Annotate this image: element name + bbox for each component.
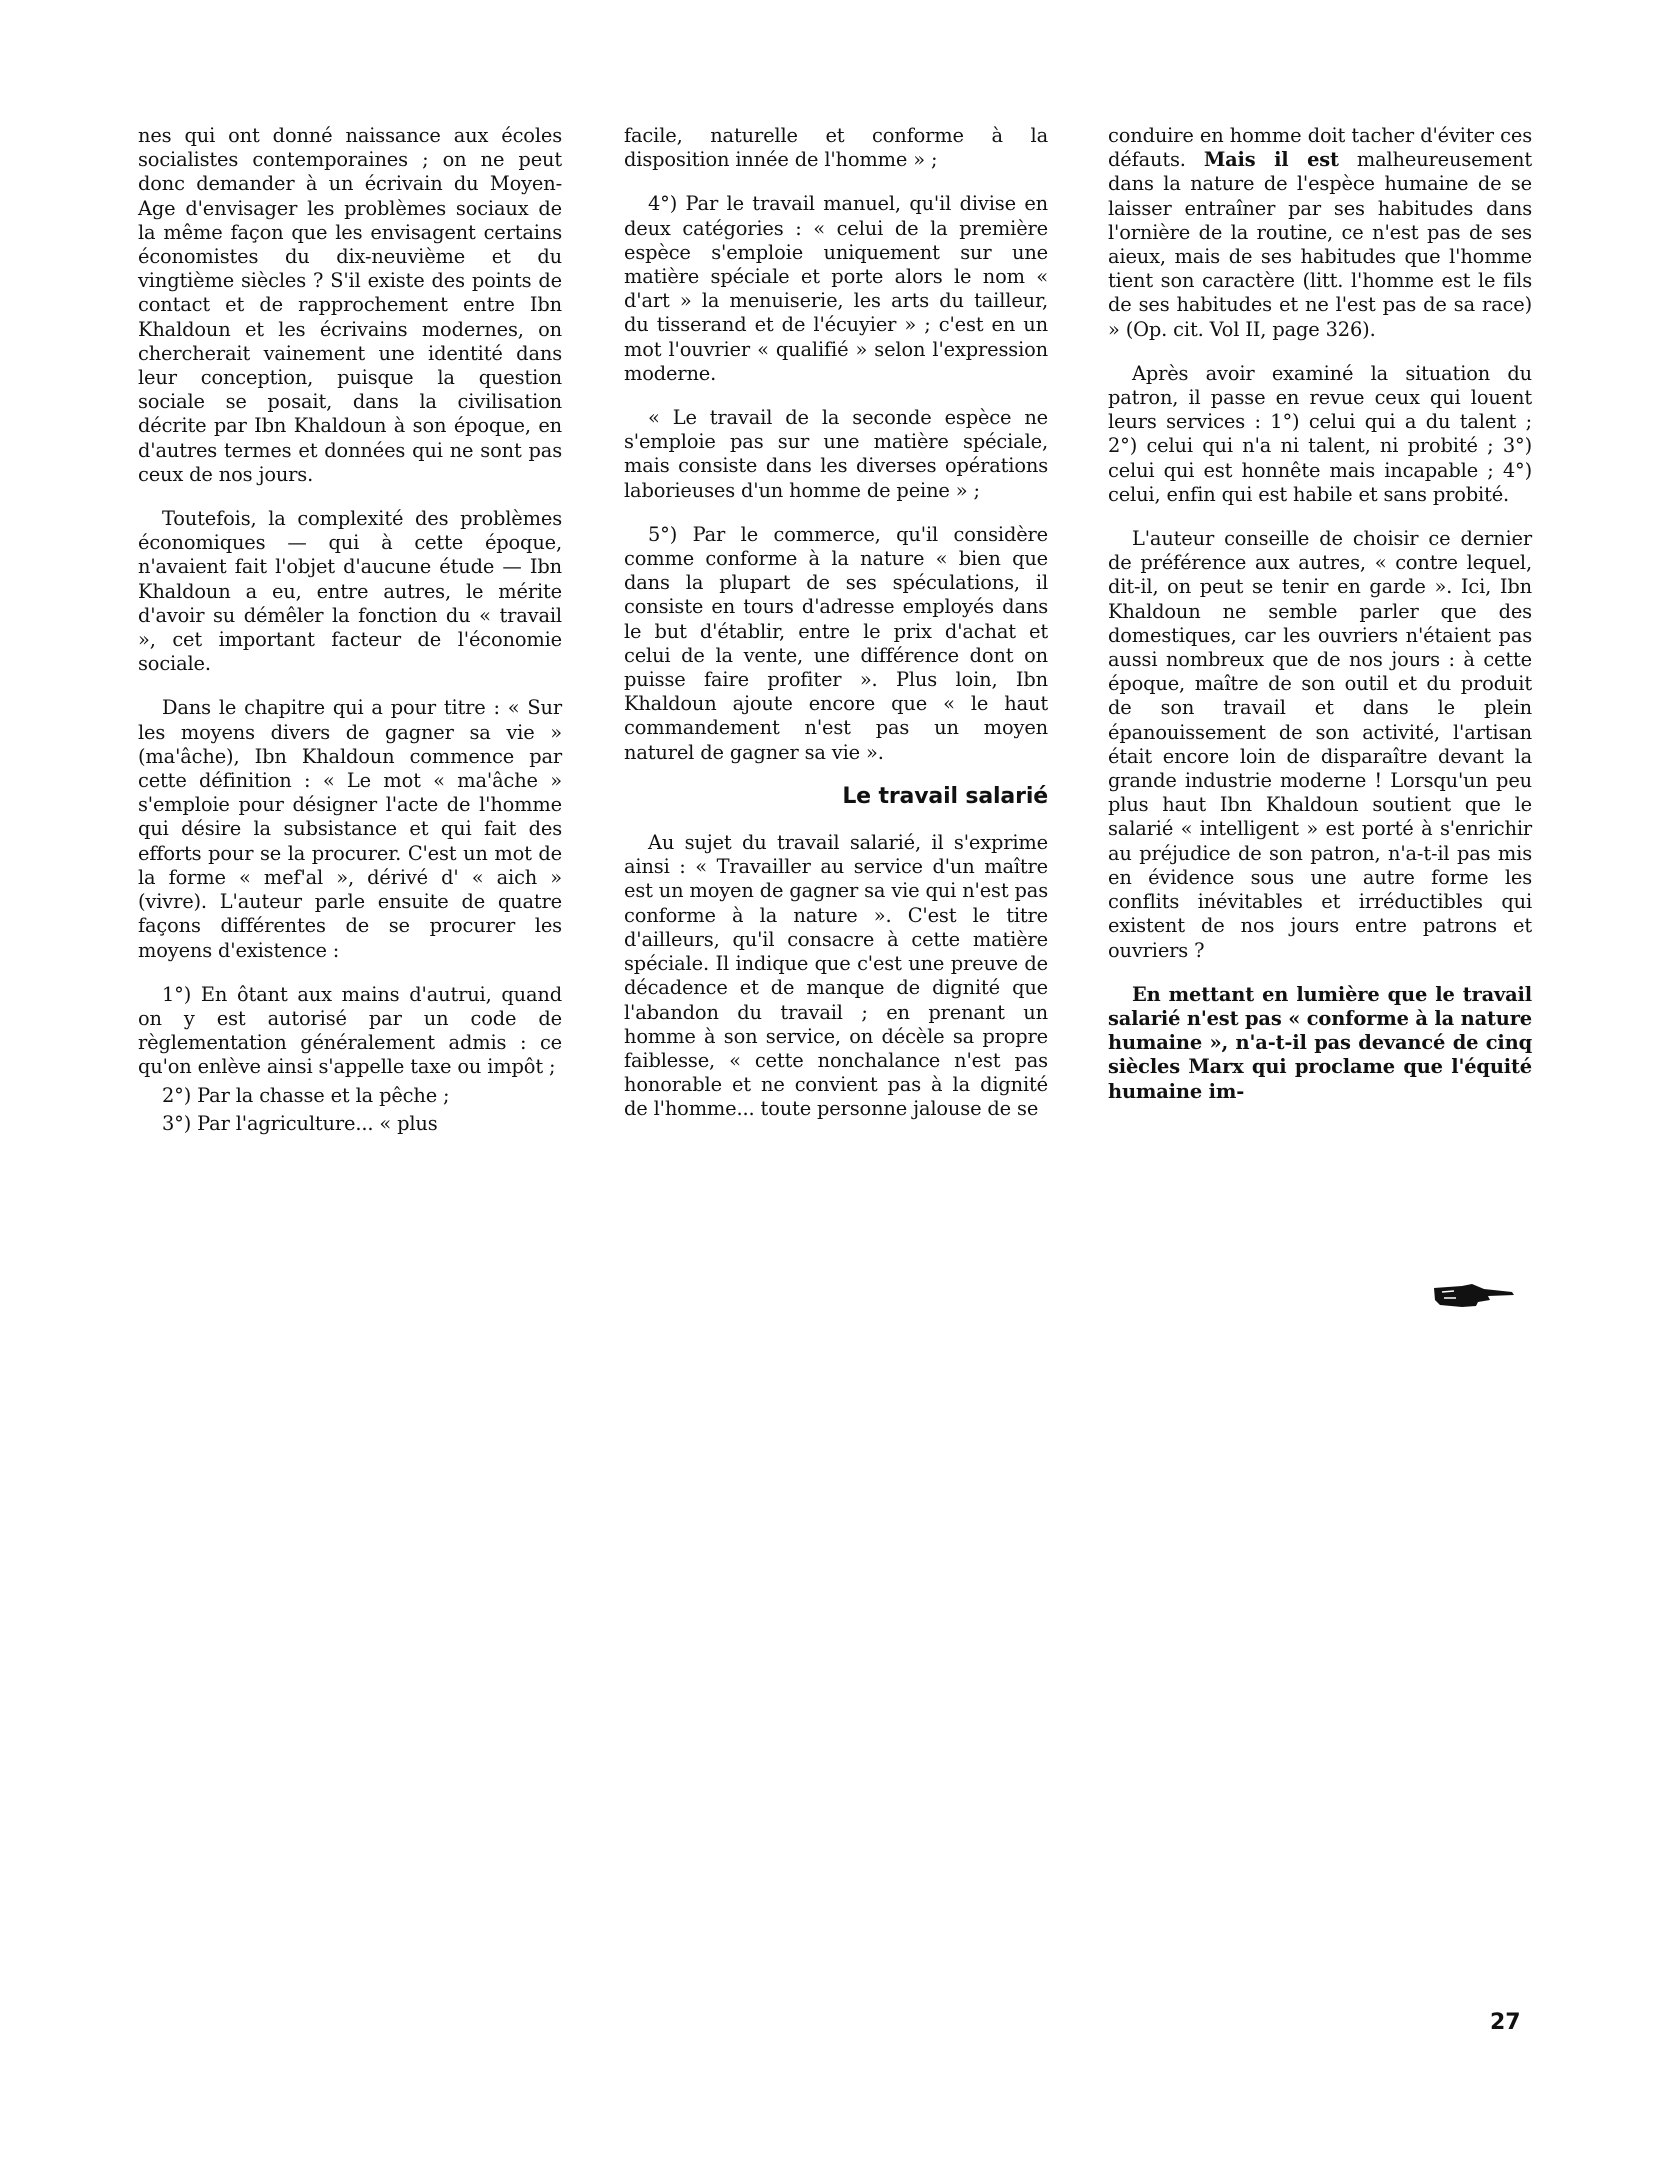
paragraph: 5°) Par le commerce, qu'il considère comme conforme à la nature « bien que dans la plupart de ses spéculations, il consiste en tours d'adresse employés dans le but d'établir, entre le prix d'achat et celui de la vente, une différence dont on puisse faire profiter ». Plus loin, Ibn Khaldoun ajoute encore que « le haut commandement n'est pas un moyen naturel de gagner sa vie ». [624,522,1048,764]
list-item: 2°) Par la chasse et la pêche ; [162,1083,450,1107]
column-3 [1108,124,1532,1124]
paragraph: nes qui ont donné naissance aux écoles socialistes contemporaines ; on ne peut donc demander à un écrivain du Moyen-Age d'envisager les problèmes sociaux de la même façon que les envisagent certains économistes du dix-neuvième et du vingtième siècles ? S'il existe des points de contact et de rapprochement entre Ibn Khaldoun et les écrivains modernes, on chercherait vainement une identité dans leur conception, puisque la question sociale se posait, dans la civilisation décrite par Ibn Khaldoun à son époque, en d'autres termes et données qui ne sont pas ceux de nos jours. [138,124,562,486]
bold-text-run: Mais il est [1203,148,1339,172]
text-run: malheureusement dans la nature de l'espèce humaine de se laisser entraîner par ses habitudes dans l'ornière de la routine, ce n'est pas de ses aieux, mais de ses habitudes que l'homme tient son caractère (litt. l'homme est le fils de ses habitudes et ne l'est pas de sa race) » (Op. cit. Vol II, page 326). [1108,148,1532,341]
list-item: 3°) Par l'agriculture... « plus [162,1111,438,1135]
paragraph: « Le travail de la seconde espèce ne s'emploie pas sur une matière spéciale, mais consiste dans les diverses opérations laborieuses d'un homme de peine » ; [624,406,1048,502]
paragraph [1108,124,1532,342]
section-heading: Le travail salarié [842,783,1048,809]
bold-paragraph-text: En mettant en lumière que le travail salarié n'est pas « conforme à la nature humaine », n'a-t-il pas devancé de cinq siècles Marx qui proclame que l'équité humaine im- [1108,982,1532,1103]
paragraph [1108,983,1532,1104]
page-number: 27 [1490,2010,1521,2035]
column-2 [624,124,1048,1142]
list-item: 1°) En ôtant aux mains d'autrui, quand on y est autorisé par un code de règlementation généralement admis : ce qu'on enlève ainsi s'appelle taxe ou impôt ; [138,982,562,1079]
pointing-hand-icon [1432,1280,1516,1310]
text-run: conduire en homme doit tacher d'éviter ces défauts. [1108,124,1532,172]
paragraph: L'auteur conseille de choisir ce dernier de préférence aux autres, « contre lequel, dit-il, on peut se tenir en garde ». Ici, Ibn Khaldoun ne semble parler que des domestiques, car les ouvriers n'étaient pas aussi nombreux que de nos jours : à cette époque, maître de son outil et du produit de son travail et dans le plein épanouissement de son activité, l'artisan était encore loin de disparaître devant la grande industrie moderne ! Lorsqu'un peu plus haut Ibn Khaldoun soutient que le salarié « intelligent » est porté à s'enrichir au préjudice de son patron, n'a-t-il pas mis en évidence sous une autre forme les conflits inévitables et irréductibles qui existent de nos jours entre patrons et ouvriers ? [1108,527,1532,962]
paragraph: 4°) Par le travail manuel, qu'il divise en deux catégories : « celui de la première espèce s'emploie uniquement sur une matière spéciale et porte alors le nom « d'art » la menuiserie, les arts du tailleur, du tisserand et de l'écuyier » ; c'est en un mot l'ouvrier « qualifié » selon l'expression moderne. [624,192,1048,385]
paragraph: facile, naturelle et conforme à la disposition innée de l'homme » ; [624,124,1048,172]
paragraph: Au sujet du travail salarié, il s'exprime ainsi : « Travailler au service d'un maître est un moyen de gagner sa vie qui n'est pas conforme à la nature ». C'est le titre d'ailleurs, qu'il consacre à cette matière spéciale. Il indique que c'est une preuve de décadence et de manque de dignité que l'abandon du travail ; en prenant un homme à son service, on décèle sa propre faiblesse, « cette nonchalance n'est pas honorable et ne convient pas à la dignité de l'homme... toute personne jalouse de se [624,831,1048,1121]
paragraph: Après avoir examiné la situation du patron, il passe en revue ceux qui louent leurs services : 1°) celui qui a du talent ; 2°) celui qui n'a ni talent, ni probité ; 3°) celui qui est honnête mais incapable ; 4°) celui, enfin qui est habile et sans probité. [1108,361,1532,506]
paragraph: Toutefois, la complexité des problèmes économiques — qui à cette époque, n'avaient fait l'objet d'aucune étude — Ibn Khaldoun a eu, entre autres, le mérite d'avoir su démêler la fonction du « travail », cet important facteur de l'économie sociale. [138,507,562,676]
column-1 [138,124,562,1140]
paragraph: Dans le chapitre qui a pour titre : « Sur les moyens divers de gagner sa vie » (ma'âche), Ibn Khaldoun commence par cette définition : « Le mot « ma'âche » s'emploie pour désigner l'acte de l'homme qui désire la subsistance et qui fait des efforts pour se la procurer. C'est un mot de la forme « mef'al », dérivé d' « aich » (vivre). L'auteur parle ensuite de quatre façons différentes de se procurer les moyens d'existence : [138,696,562,962]
